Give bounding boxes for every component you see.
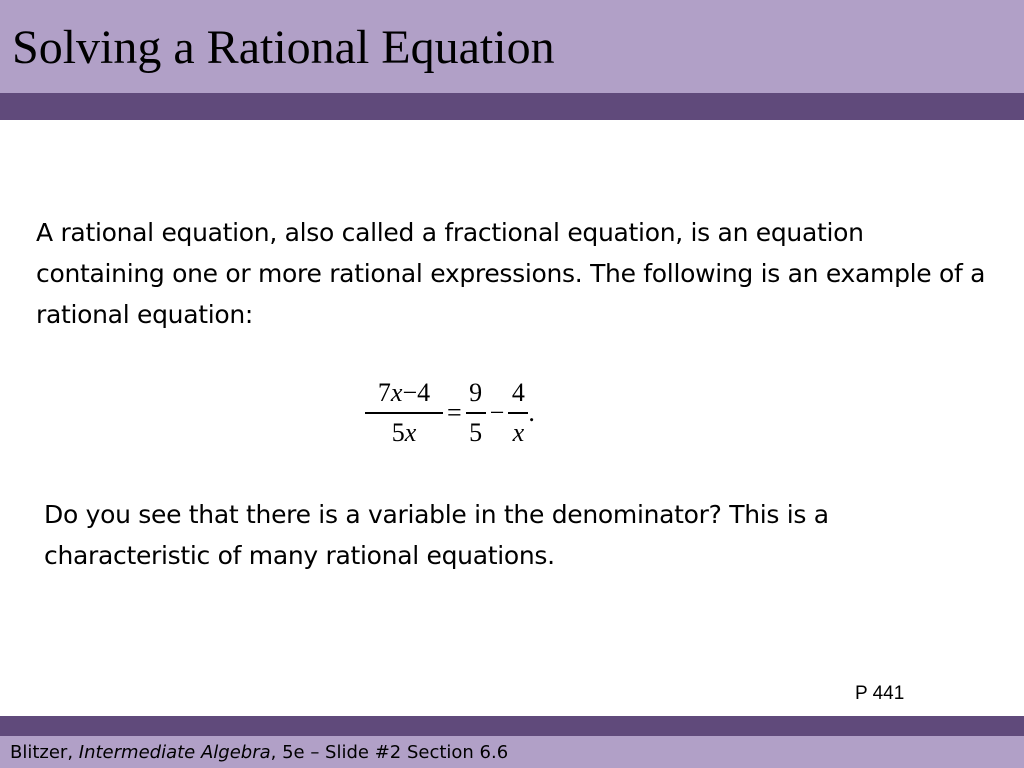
lhs-fraction-bar: [365, 412, 443, 414]
lhs-numerator-rest: −4: [402, 378, 431, 408]
page-reference: P 441: [855, 683, 905, 704]
lhs-fraction: [365, 378, 443, 448]
equals-sign: =: [447, 398, 462, 427]
footer-book-title: Intermediate Algebra: [78, 742, 271, 763]
term1-fraction: [466, 378, 486, 448]
footer-stripe: [0, 716, 1024, 736]
term2-fraction: [508, 378, 528, 448]
term2-denominator: x: [512, 417, 525, 447]
intro-paragraph: A rational equation, also called a fractional equation, is an equation containing one or more rational expressions. The following is an example of a rational equation:: [36, 218, 986, 329]
lhs-denominator-coef: 5: [391, 417, 405, 447]
footer-caption: [10, 741, 508, 765]
question-paragraph: Do you see that there is a variable in the denominator? This is a characteristic of many rational equations.: [44, 500, 829, 570]
title-stripe: [0, 93, 1024, 120]
lhs-denominator-var: x: [404, 417, 417, 447]
term1-fraction-bar: [466, 412, 486, 414]
lhs-denominator: [390, 418, 419, 448]
minus-sign: −: [489, 398, 505, 427]
lhs-numerator: [376, 378, 432, 408]
lhs-numerator-coef: 7: [377, 378, 391, 408]
footer-author: Blitzer,: [10, 742, 79, 763]
term1-numerator: 9: [469, 378, 483, 408]
equation-period: .: [528, 398, 535, 427]
rational-equation: [365, 372, 535, 454]
slide-title: Solving a Rational Equation: [12, 21, 555, 74]
term2-fraction-bar: [508, 412, 528, 414]
footer-slide-info: , 5e – Slide #2 Section 6.6: [270, 742, 509, 763]
lhs-numerator-var: x: [390, 378, 403, 408]
term1-denominator: 5: [469, 417, 483, 447]
term2-numerator: 4: [511, 378, 525, 408]
